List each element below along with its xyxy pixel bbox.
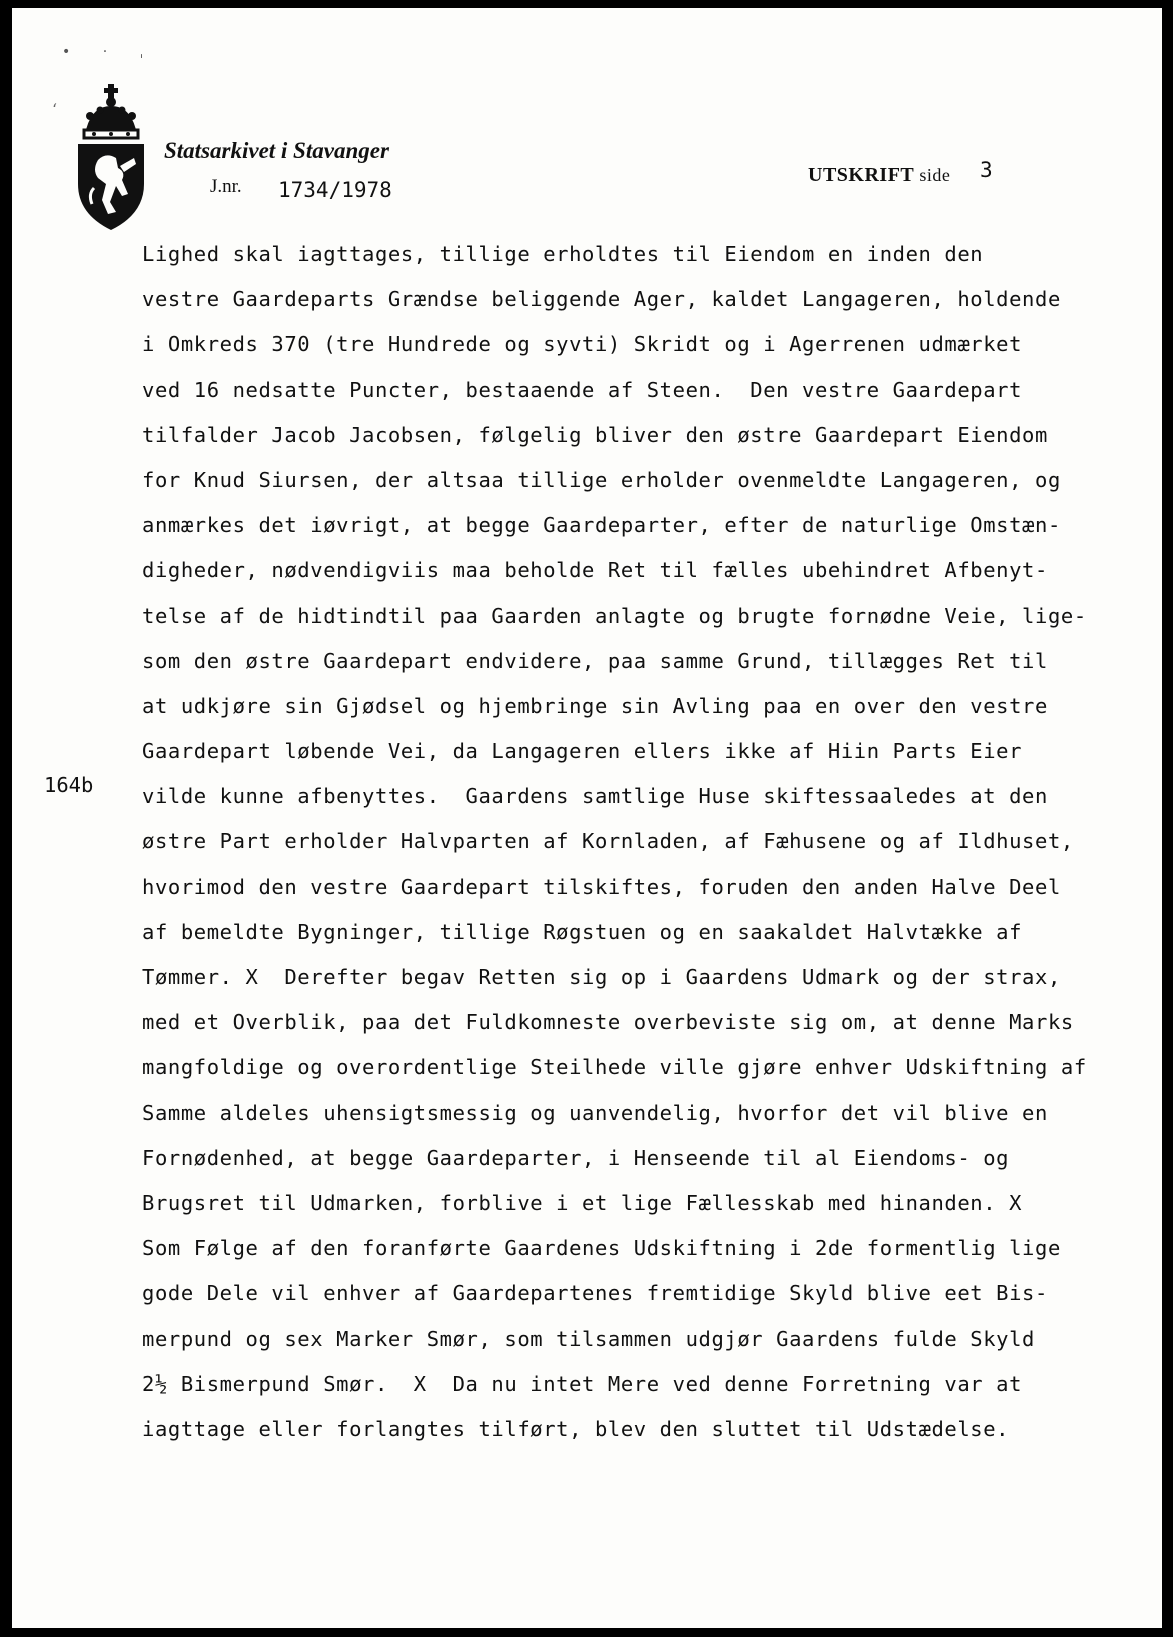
- text-line: for Knud Siursen, der altsaa tillige erholder ovenmeldte Langageren, og: [142, 467, 1061, 492]
- text-line: østre Part erholder Halvparten af Kornladen, af Fæhusene og af Ildhuset,: [142, 829, 1074, 854]
- text-line: iagttage eller forlangtes tilført, blev den sluttet til Udstædelse.: [142, 1416, 1010, 1441]
- text-line: 2½ Bismerpund Smør. X Da nu intet Mere ved denne Forretning var at: [142, 1371, 1023, 1396]
- text-line: Tømmer. X Derefter begav Retten sig op i Gaardens Udmark og der strax,: [142, 965, 1061, 989]
- text-line: med et Overblik, paa det Fuldkomneste overbeviste sig om, at denne Marks: [142, 1010, 1074, 1035]
- text-line: gode Dele vil enhver af Gaardepartenes fremtidige Skyld blive eet Bis-: [142, 1281, 1048, 1306]
- text-line: Brugsret til Udmarken, forblive i et lige Fællesskab med hinanden. X: [142, 1190, 1023, 1215]
- text-line: at udkjøre sin Gjødsel og hjembringe sin Avling paa en over den vestre: [142, 693, 1048, 718]
- side-word: side: [919, 165, 951, 185]
- margin-folio-note: 164b: [44, 773, 94, 797]
- text-line: som den østre Gaardepart endvidere, paa samme Grund, tillægges Ret til: [142, 648, 1048, 673]
- coat-of-arms-emblem: [72, 84, 150, 234]
- text-line: telse af de hidtindtil paa Gaarden anlagte og brugte fornødne Veie, lige-: [142, 603, 1087, 628]
- archive-name: Statsarkivet i Stavanger: [164, 138, 389, 163]
- text-line: Som Følge af den foranførte Gaardenes Udskiftning i 2de formentlig lige: [142, 1236, 1061, 1261]
- text-line: Samme aldeles uhensigtsmessig og uanvendelig, hvorfor det vil blive en: [142, 1100, 1048, 1125]
- text-line: hvorimod den vestre Gaardepart tilskiftes, foruden den anden Halve Deel: [142, 874, 1061, 899]
- text-line: Gaardepart løbende Vei, da Langageren ellers ikke af Hiin Parts Eier: [142, 739, 1023, 764]
- transcript-word: UTSKRIFT: [808, 164, 914, 186]
- text-line: af bemeldte Bygninger, tillige Røgstuen og en saakaldet Halvtække af: [142, 919, 1023, 944]
- text-line: tilfalder Jacob Jacobsen, følgelig bliver den østre Gaardepart Eiendom: [142, 422, 1048, 447]
- text-line: ved 16 nedsatte Puncter, bestaaende af Steen. Den vestre Gaardepart: [142, 377, 1023, 402]
- transcript-label: [808, 164, 950, 187]
- text-line: anmærkes det iøvrigt, at begge Gaardeparter, efter de naturlige Omstæn-: [142, 513, 1061, 538]
- text-line: vestre Gaardeparts Grændse beliggende Ager, kaldet Langageren, holdende: [142, 287, 1061, 312]
- journal-number-value: 1734/1978: [278, 178, 392, 202]
- text-line: mangfoldige og overordentlige Steilhede ville gjøre enhver Udskiftning af: [142, 1055, 1087, 1080]
- document-page: [12, 8, 1162, 1628]
- text-line: digheder, nødvendigviis maa beholde Ret til fælles ubehindret Afbenyt-: [142, 558, 1048, 583]
- text-line: vilde kunne afbenyttes. Gaardens samtlige Huse skiftessaaledes at den: [142, 784, 1048, 809]
- journal-number-label: J.nr.: [210, 176, 242, 197]
- text-line: Lighed skal iagttages, tillige erholdtes til Eiendom en inden den: [142, 242, 984, 266]
- transcript-body: [142, 232, 1087, 1452]
- text-line: i Omkreds 370 (tre Hundrede og syvti) Skridt og i Agerrenen udmærket: [142, 332, 1023, 357]
- scan-specks: • · ˌ: [62, 44, 158, 60]
- text-line: merpund og sex Marker Smør, som tilsammen udgjør Gaardens fulde Skyld: [142, 1326, 1036, 1351]
- scan-mark: ‘: [52, 100, 58, 119]
- page-number: 3: [980, 158, 993, 182]
- text-line: Fornødenhed, at begge Gaardeparter, i Henseende til al Eiendoms- og: [142, 1145, 1010, 1170]
